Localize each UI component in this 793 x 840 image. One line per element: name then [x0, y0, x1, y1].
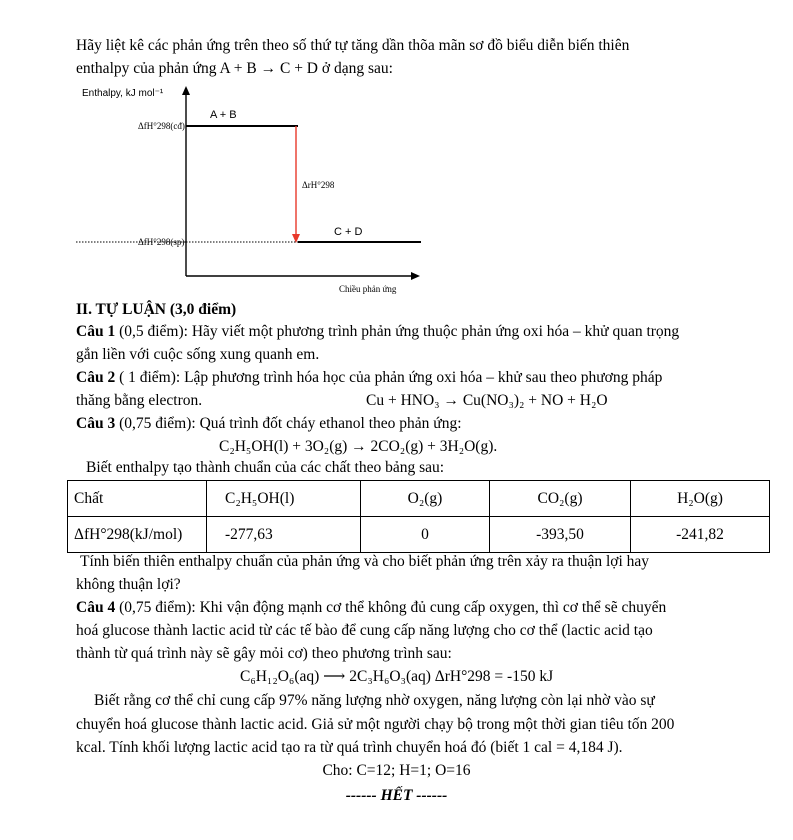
- given-values: Cho: C=12; H=1; O=16: [322, 762, 471, 779]
- table-row: [68, 517, 770, 553]
- q4-para-1: Biết rằng cơ thể chỉ cung cấp 97% năng lượng nhờ oxygen, năng lượng còn lại nhờ vào sự: [94, 692, 655, 709]
- q4-line-3: thành từ quá trình này sẽ gây mỏi cơ) theo phương trình sau:: [76, 645, 452, 662]
- x-axis-arrowhead: [411, 272, 420, 280]
- q3-label: Câu 3: [76, 415, 116, 432]
- intro-line-1: Hãy liệt kê các phản ứng trên theo số thứ tự tăng dần thõa mãn sơ đồ biểu diễn biến thiên: [76, 37, 630, 54]
- products-label: C + D: [334, 226, 363, 238]
- q3-table-intro: Biết enthalpy tạo thành chuẩn của các chất theo bảng sau:: [86, 459, 445, 476]
- q2-label: Câu 2: [76, 369, 116, 386]
- enthalpy-table: [67, 480, 770, 553]
- table-cell: -241,82: [631, 517, 770, 553]
- q3-text: (0,75 điểm): Quá trình đốt cháy ethanol theo phản ứng:: [115, 415, 462, 432]
- q4-equation: C₆H₁₂O₆(aq) ⟶ 2C₃H₆O₃(aq) ΔrH°298 = -150 kJ: [240, 668, 554, 685]
- q1-label: Câu 1: [76, 323, 116, 340]
- products-level-label: ΔfH°298(sp): [138, 237, 185, 247]
- q2-equation: Cu + HNO₃ → Cu(NO₃)₂ + NO + H₂O: [366, 392, 608, 409]
- q4-text: (0,75 điểm): Khi vận động mạnh cơ thể không đủ cung cấp oxygen, thì cơ thể sẽ chuyển: [115, 599, 667, 616]
- section-title: II. TỰ LUẬN (3,0 điểm): [76, 301, 237, 318]
- table-cell: -393,50: [490, 517, 631, 553]
- q4-para-3: kcal. Tính khối lượng lactic acid tạo ra từ quá trình chuyển hoá đó (biết 1 cal = 4,184 J).: [76, 739, 623, 756]
- end-marker: ------ HẾT ------: [345, 787, 448, 804]
- q3-line-1: [76, 414, 462, 434]
- q4-label: Câu 4: [76, 599, 116, 616]
- table-cell: -277,63: [207, 517, 361, 553]
- q1-text: (0,5 điểm): Hãy viết một phương trình phản ứng thuộc phản ứng oxi hóa – khử quan trọng: [115, 323, 680, 340]
- table-cell: C₂H₅OH(l): [207, 481, 361, 517]
- table-cell: 0: [361, 517, 490, 553]
- table-cell: Chất: [68, 481, 207, 517]
- q4-line-1: [76, 598, 666, 618]
- q1-line-1: [76, 322, 679, 342]
- table-cell: H₂O(g): [631, 481, 770, 517]
- intro-line-2: enthalpy của phản ứng A + B → C + D ở dạng sau:: [76, 60, 393, 77]
- q2-line-1: [76, 368, 662, 388]
- table-cell: O₂(g): [361, 481, 490, 517]
- table-cell: ΔfH°298(kJ/mol): [68, 517, 207, 553]
- delta-label: ΔrH°298: [302, 180, 335, 190]
- enthalpy-diagram: [76, 84, 436, 299]
- q3-after-1: Tính biến thiên enthalpy chuẩn của phản ứng và cho biết phản ứng trên xảy ra thuận lợi hay: [80, 553, 650, 570]
- q3-equation: C₂H₅OH(l) + 3O₂(g) → 2CO₂(g) + 3H₂O(g).: [219, 438, 498, 455]
- x-axis-label: Chiều phản ứng: [339, 284, 397, 294]
- q2-text: ( 1 điểm): Lập phương trình hóa học của phản ứng oxi hóa – khử sau theo phương pháp: [115, 369, 663, 386]
- q4-line-2: hoá glucose thành lactic acid từ các tế bào để cung cấp năng lượng cho cơ thể (lactic acid tạo: [76, 622, 653, 639]
- q1-line-2: gắn liền với cuộc sống xung quanh em.: [76, 346, 320, 363]
- table-cell: CO₂(g): [490, 481, 631, 517]
- q4-para-2: chuyển hoá glucose thành lactic acid. Giả sử một người chạy bộ trong một thời gian tiêu tốn 200: [76, 716, 675, 733]
- reactants-label: A + B: [210, 109, 237, 121]
- reactants-level-label: ΔfH°298(cđ): [138, 121, 185, 131]
- table-row: [68, 481, 770, 517]
- y-axis-arrowhead: [182, 86, 190, 95]
- y-axis-label: Enthalpy, kJ mol⁻¹: [82, 88, 164, 99]
- q3-after-2: không thuận lợi?: [76, 576, 181, 593]
- q2-line-2: thăng bằng electron.: [76, 392, 203, 409]
